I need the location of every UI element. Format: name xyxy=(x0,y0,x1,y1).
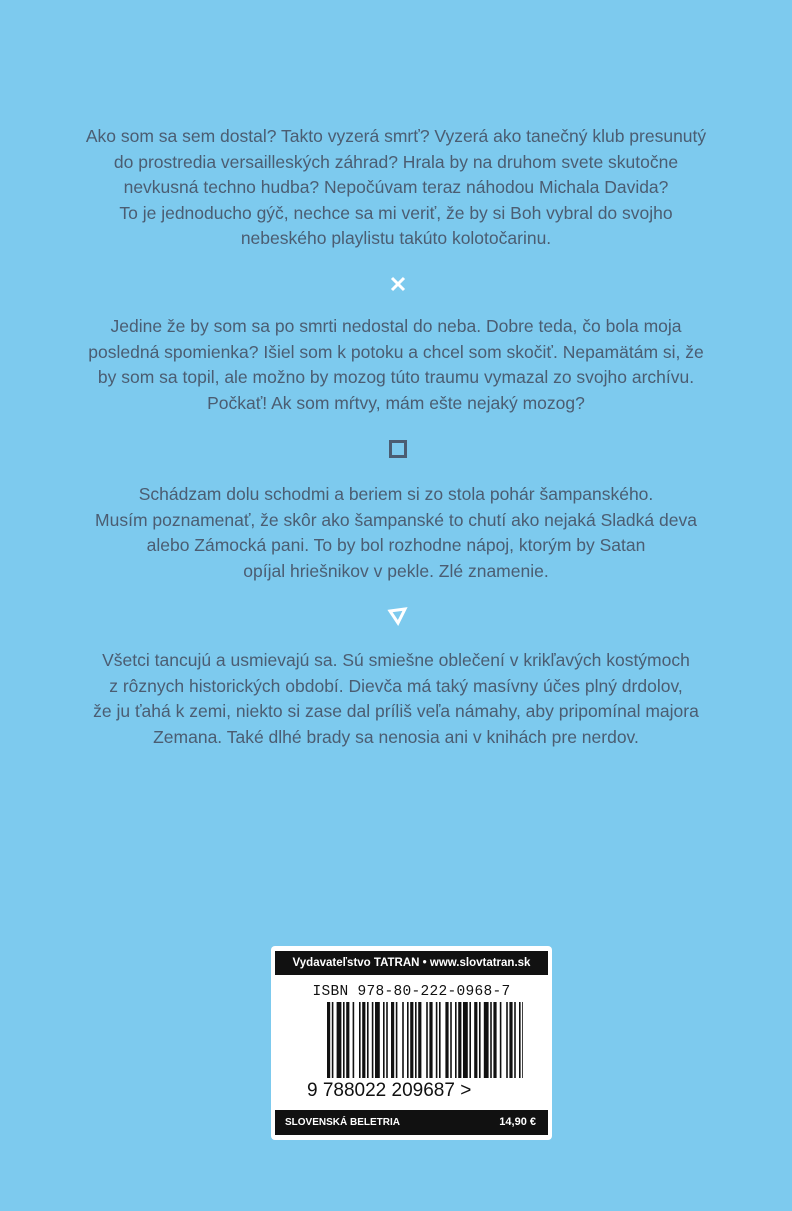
paragraph-line: by som sa topil, ale možno by mozog túto traumu vymazal zo svojho archívu. xyxy=(97,367,695,387)
barcode-bars xyxy=(327,1002,523,1078)
paragraph-4 xyxy=(70,648,722,750)
barcode-bar xyxy=(396,1002,398,1078)
barcode-bar xyxy=(463,1002,468,1078)
barcode-bar xyxy=(383,1002,385,1078)
square-icon xyxy=(384,435,412,463)
barcode-bar xyxy=(493,1002,496,1078)
price: 14,90 € xyxy=(499,1116,536,1128)
barcode-label xyxy=(271,946,552,1140)
barcode-bar xyxy=(426,1002,428,1078)
paragraph-line: do prostredia versailleských záhrad? Hrala by na druhom svete skutočne xyxy=(113,151,679,172)
barcode-bar xyxy=(327,1002,330,1078)
barcode-bar xyxy=(484,1002,489,1078)
barcode-bar xyxy=(458,1002,461,1078)
paragraph-line: Jedine že by som sa po smrti nedostal do neba. Dobre teda, čo bola moja xyxy=(110,316,682,336)
barcode-bar xyxy=(519,1002,521,1078)
triangle-icon xyxy=(384,602,412,630)
cross-icon xyxy=(384,270,412,298)
paragraph-line: alebo Zámocká pani. To by bol rozhodne nápoj, ktorým by Satan xyxy=(146,535,646,555)
barcode-bar xyxy=(343,1002,345,1078)
barcode-bar xyxy=(367,1002,369,1078)
barcode-bar xyxy=(332,1002,334,1078)
barcode-bar xyxy=(418,1002,421,1078)
paragraph-line: posledná spomienka? Išiel som k potoku a chcel som skočiť. Nepamätám si, že xyxy=(88,341,704,362)
paragraph-1 xyxy=(70,124,722,252)
barcode-bar xyxy=(375,1002,380,1078)
barcode-bar xyxy=(522,1002,523,1078)
paragraph-3 xyxy=(70,482,722,584)
barcode-bar xyxy=(445,1002,448,1078)
barcode-bar xyxy=(402,1002,404,1078)
barcode-bar xyxy=(346,1002,349,1078)
publisher-line: Vydavateľstvo TATRAN • www.slovtatran.sk xyxy=(275,951,548,975)
paragraph-line: Všetci tancujú a usmievajú sa. Sú smiešne oblečení v krikľavých kostýmoch xyxy=(102,650,690,670)
barcode-bar xyxy=(391,1002,394,1078)
paragraph-line: opíjal hriešnikov v pekle. Zlé znamenie. xyxy=(243,560,549,581)
paragraph-line: To je jednoducho gýč, nechce sa mi veriť, že by si Boh vybral do svojho xyxy=(119,202,673,223)
paragraph-line: nevkusná techno hudba? Nepočúvam teraz náhodou Michala Davida? xyxy=(123,177,669,197)
paragraph-line: Zemana. Také dlhé brady sa nenosia ani v knihách pre nerdov. xyxy=(153,726,639,747)
paragraph-line: nebeského playlistu takúto kolotočarinu. xyxy=(240,228,552,248)
barcode-bar xyxy=(455,1002,457,1078)
paragraph-line: že ju ťahá k zemi, niekto si zase dal príliš veľa námahy, aby pripomínal majora xyxy=(93,701,699,721)
paragraph-2 xyxy=(70,314,722,416)
barcode-bar xyxy=(506,1002,508,1078)
series-name: SLOVENSKÁ BELETRIA xyxy=(285,1117,401,1128)
barcode-bar xyxy=(372,1002,374,1078)
price-bar xyxy=(275,1110,548,1135)
barcode-bar xyxy=(386,1002,388,1078)
paragraph-line: z rôznych historických období. Dievča má taký masívny účes plný drdolov, xyxy=(109,675,683,696)
barcode-bar xyxy=(439,1002,441,1078)
barcode-bar xyxy=(479,1002,481,1078)
isbn-text: ISBN 978-80-222-0968-7 xyxy=(312,984,511,1000)
barcode-bar xyxy=(469,1002,471,1078)
barcode-bar xyxy=(429,1002,432,1078)
paragraph-line: Schádzam dolu schodmi a beriem si zo stola pohár šampanského. xyxy=(138,484,654,504)
barcode-bar xyxy=(509,1002,512,1078)
barcode-digits: 9 788022 209687 > xyxy=(307,1080,472,1101)
barcode-bar xyxy=(436,1002,438,1078)
barcode-bar xyxy=(490,1002,492,1078)
barcode-bar xyxy=(410,1002,413,1078)
barcode-bar xyxy=(353,1002,355,1078)
barcode-bar xyxy=(450,1002,452,1078)
paragraph-line: Ako som sa sem dostal? Takto vyzerá smrť? Vyzerá ako tanečný klub presunutý xyxy=(85,126,707,146)
barcode-bar xyxy=(362,1002,365,1078)
barcode-bar xyxy=(500,1002,502,1078)
barcode-bar xyxy=(415,1002,417,1078)
barcode-bar xyxy=(407,1002,409,1078)
barcode-bar xyxy=(474,1002,477,1078)
paragraph-line: Počkať! Ak som mŕtvy, mám ešte nejaký mozog? xyxy=(207,392,585,413)
barcode-bar xyxy=(337,1002,342,1078)
barcode-bar xyxy=(359,1002,361,1078)
paragraph-line: Musím poznamenať, že skôr ako šampanské to chutí ako nejaká Sladká deva xyxy=(95,509,697,530)
barcode-bar xyxy=(514,1002,516,1078)
